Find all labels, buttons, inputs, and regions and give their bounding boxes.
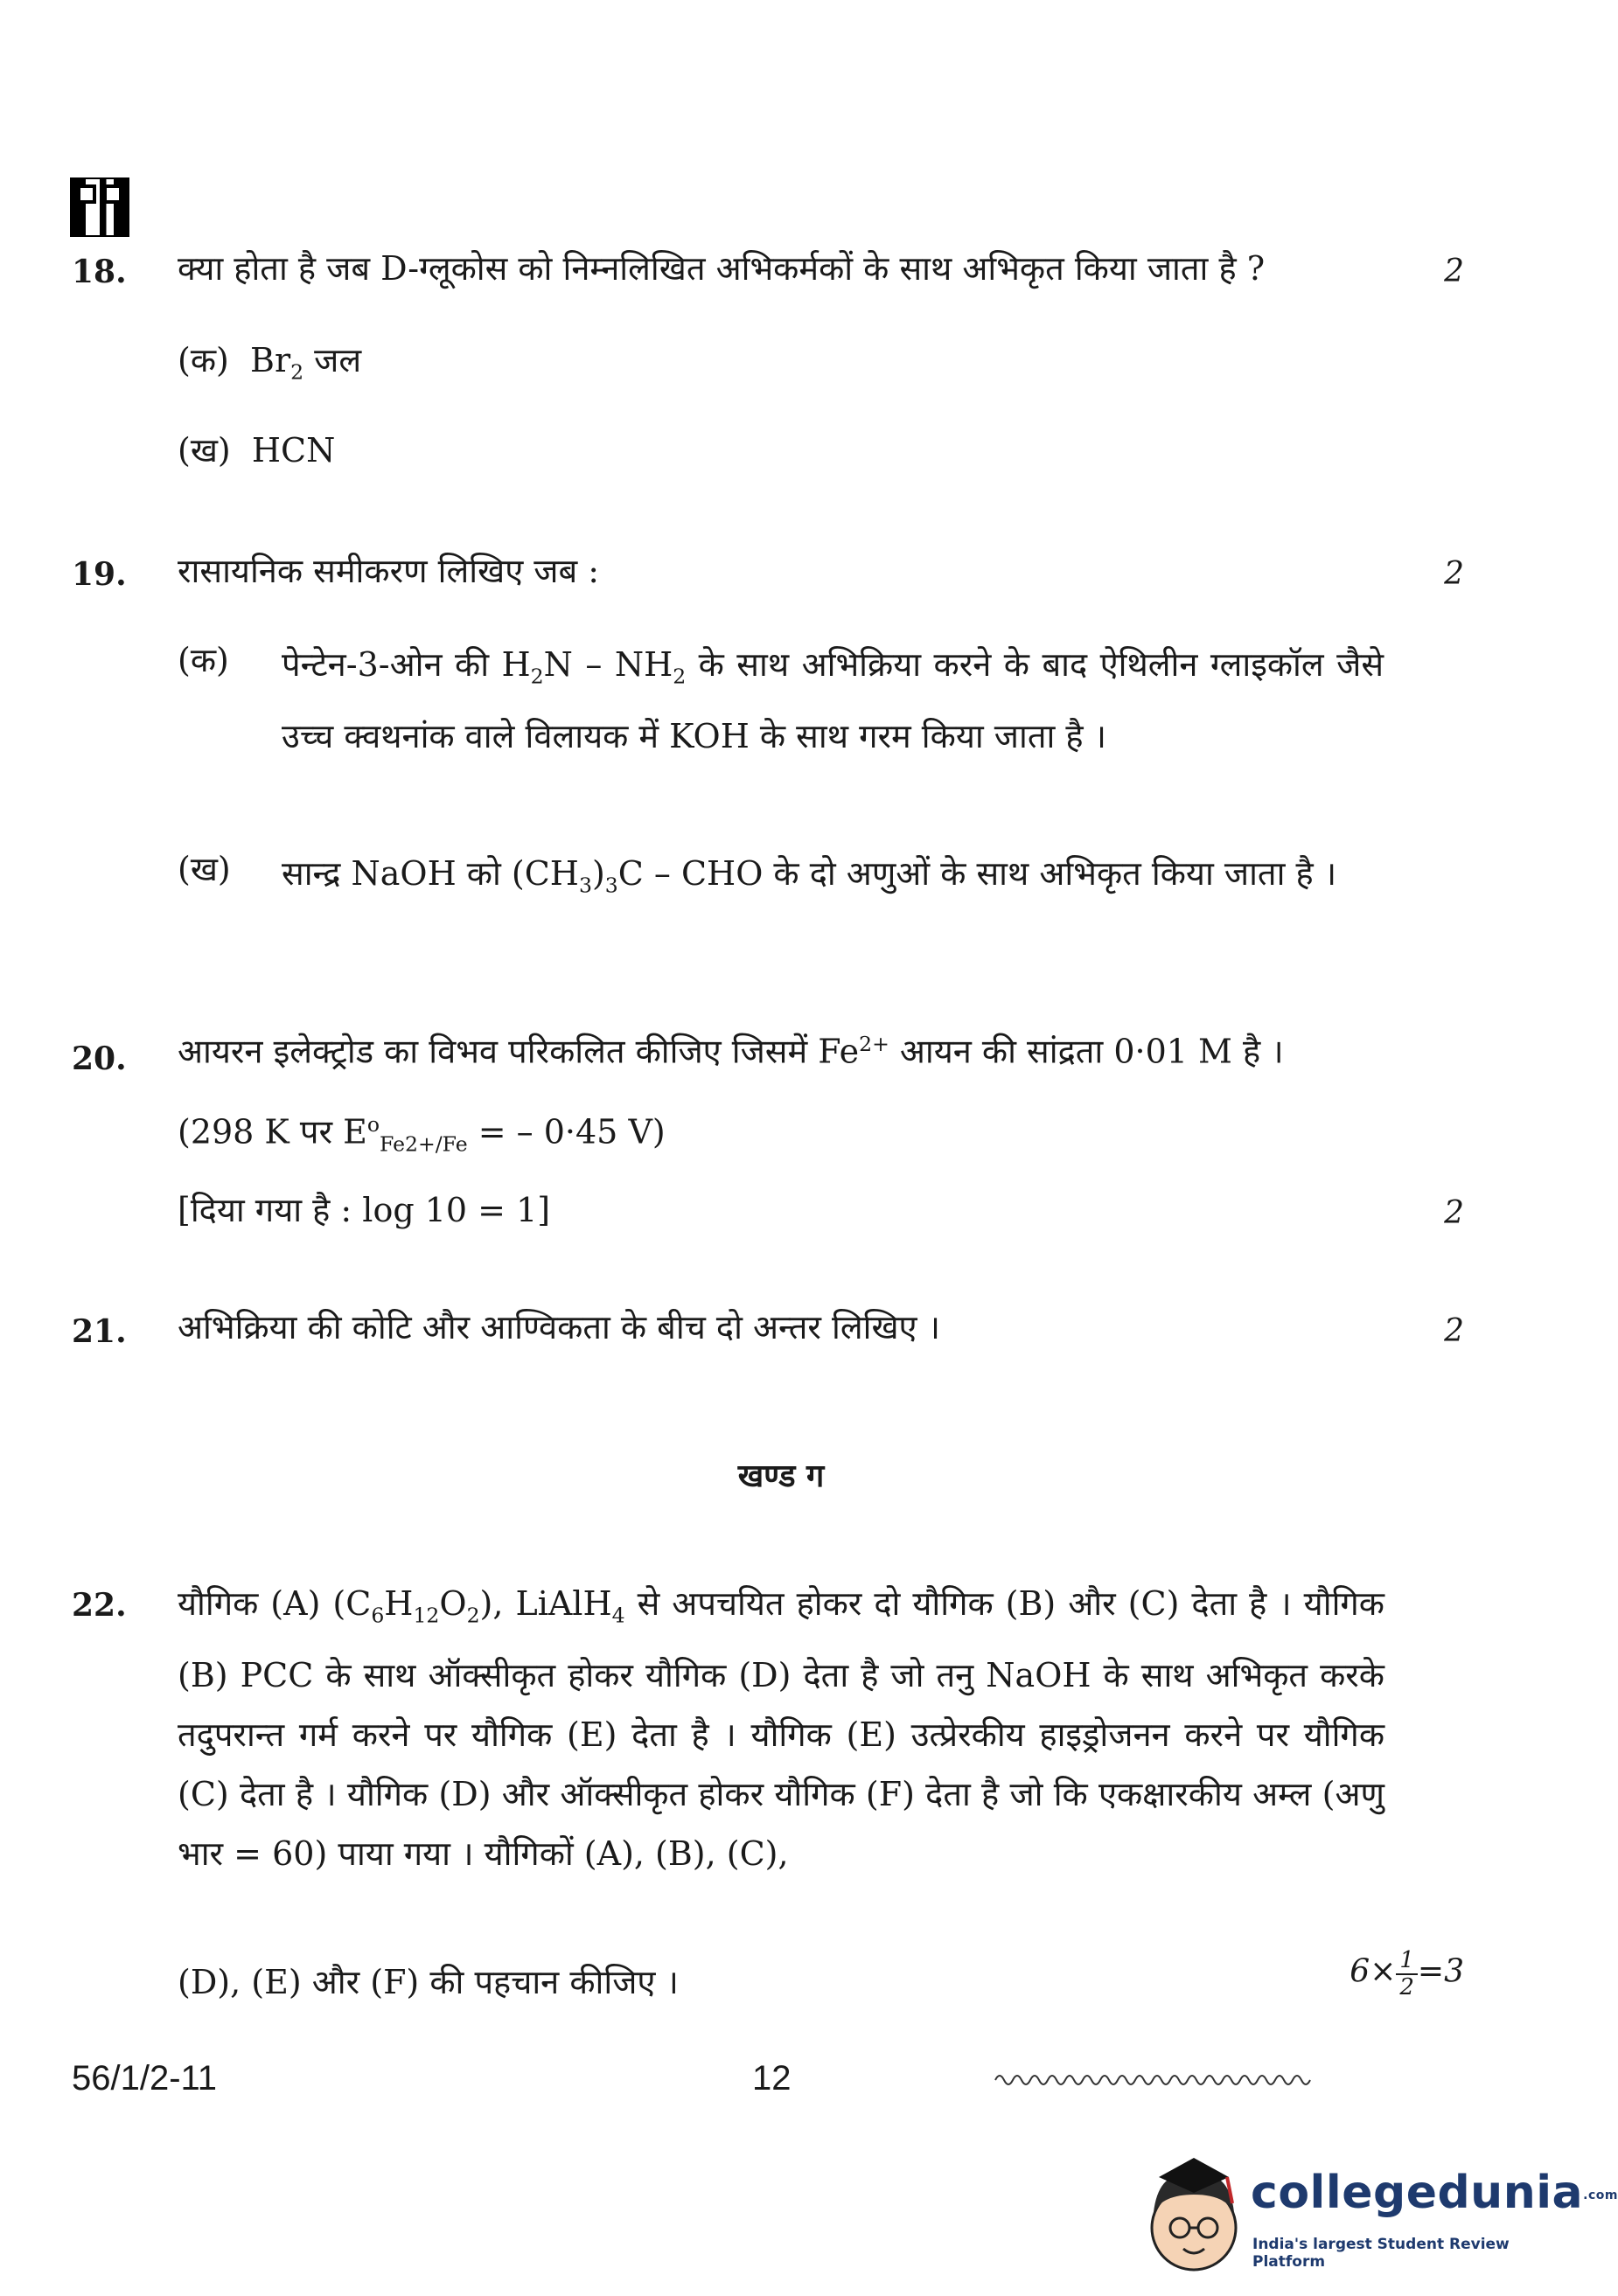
question-20-line-2 [178, 1112, 666, 1157]
question-20-number: 20. [72, 1040, 127, 1077]
paper-code: 56/1/2-11 [72, 2059, 218, 2098]
question-20-line-1 [178, 1032, 1284, 1072]
question-21-number: 21. [72, 1313, 127, 1350]
question-18-option-a [178, 341, 361, 385]
question-22-number: 22. [72, 1587, 127, 1624]
text-run: = – 0·45 V) [467, 1112, 666, 1151]
fraction-numerator: 1 [1396, 1948, 1418, 1975]
question-22-marks [1349, 1948, 1464, 2000]
formula-subscript: 6 [371, 1603, 385, 1628]
formula-base: Br [250, 341, 291, 379]
question-21-text: अभिक्रिया की कोटि और आण्विकता के बीच दो अन्तर लिखिए । [178, 1308, 941, 1346]
text-run: H [384, 1584, 414, 1623]
text-run: N – NH [543, 645, 673, 684]
text-run: (298 K पर E [178, 1112, 367, 1151]
text-run: ), LiAlH [479, 1584, 612, 1623]
text-run: आयरन इलेक्ट्रोड का विभव परिकलित कीजिए जिसमें Fe [178, 1032, 860, 1071]
qr-code-icon [72, 179, 128, 235]
question-18-text: क्या होता है जब D-ग्लूकोस को निम्नलिखित अभिकर्मकों के साथ अभिकृत किया जाता है ? [178, 249, 1266, 288]
logo-suffix: .com [1583, 2188, 1618, 2202]
logo-name: collegedunia [1251, 2167, 1584, 2219]
question-20-line-3: [दिया गया है : log 10 = 1] [178, 1191, 551, 1229]
option-text: HCN [251, 431, 336, 470]
question-19-marks: 2 [1444, 556, 1464, 592]
marks-suffix: =3 [1417, 1953, 1464, 1990]
fraction-denominator: 2 [1399, 1973, 1414, 2000]
text-run: यौगिक (A) (C [178, 1584, 372, 1623]
text-run: ) [591, 854, 605, 893]
formula-subscript: 2 [290, 359, 304, 385]
question-18-option-b [178, 431, 335, 471]
question-19-number: 19. [72, 556, 127, 593]
question-22-text [178, 1574, 1384, 1883]
question-22-last-line: (D), (E) और (F) की पहचान कीजिए । [178, 1963, 679, 2001]
question-18-number: 18. [72, 254, 127, 290]
logo-tagline: India's largest Student Review Platform [1252, 2236, 1510, 2271]
logo-wordmark [1251, 2167, 1618, 2219]
page-number: 12 [752, 2059, 792, 2098]
text-run: आयन की सांद्रता 0·01 M है । [889, 1032, 1284, 1071]
question-20-marks: 2 [1444, 1195, 1464, 1231]
question-19-text: रासायनिक समीकरण लिखिए जब : [178, 552, 600, 590]
formula-superscript: o [366, 1112, 380, 1137]
formula-superscript: 2+ [859, 1032, 889, 1056]
question-19-option-a-label: (क) [178, 641, 229, 679]
formula-subscript: 2 [466, 1603, 480, 1628]
section-heading: खण्ड ग [737, 1458, 825, 1494]
question-19-option-b-label: (ख) [178, 850, 231, 888]
question-19-option-a-text [282, 635, 1384, 766]
marks-prefix: 6× [1349, 1953, 1397, 1990]
formula-subscript: 3 [578, 873, 592, 898]
text-run: से अपचयित होकर दो यौगिक (B) और (C) देता है । यौगिक (B) PCC के साथ ऑक्सीकृत होकर यौगिक (D) देता है जो तनु NaOH के साथ अभिकृत करके तदुपरान्त गर्म करने पर यौगिक (E) देता है । यौगिक (E) उत्प्रेरकीय हाइड्रोजनन करने पर यौगिक (C) देता है । यौगिक (D) और ऑक्सीकृत होकर यौगिक (F) देता है जो कि एकक्षारकीय अम्ल (अणु भार = 60) पाया गया । यौगिकों (A), (B), (C), [178, 1584, 1384, 1873]
option-label: (ख) [178, 431, 231, 470]
text-run: पेन्टेन-3-ओन की H [282, 645, 531, 684]
formula-subscript: 2 [530, 664, 544, 689]
question-19-option-b-text [282, 844, 1384, 915]
formula-subscript: 2 [673, 664, 687, 689]
text-run: सान्द्र NaOH को (CH [282, 854, 579, 893]
formula-subscript: 12 [413, 1603, 440, 1628]
option-label: (क) [178, 341, 229, 379]
formula-subscript: Fe2+/Fe [380, 1131, 468, 1157]
question-21-marks: 2 [1444, 1313, 1464, 1349]
text-run: के साथ अभिक्रिया करने के बाद ऐथिलीन ग्लाइकॉल जैसे उच्च क्वथनांक वाले विलायक में KOH के साथ गरम किया जाता है । [282, 645, 1384, 755]
formula-subscript: 4 [611, 1603, 625, 1628]
option-text: जल [303, 341, 362, 379]
wavy-line-icon [995, 2070, 1310, 2090]
formula-subscript: 3 [604, 873, 618, 898]
text-run: C – CHO के दो अणुओं के साथ अभिकृत किया जाता है । [617, 854, 1337, 893]
text-run: O [439, 1584, 467, 1623]
marks-fraction [1396, 1948, 1418, 2000]
question-18-marks: 2 [1444, 254, 1464, 289]
